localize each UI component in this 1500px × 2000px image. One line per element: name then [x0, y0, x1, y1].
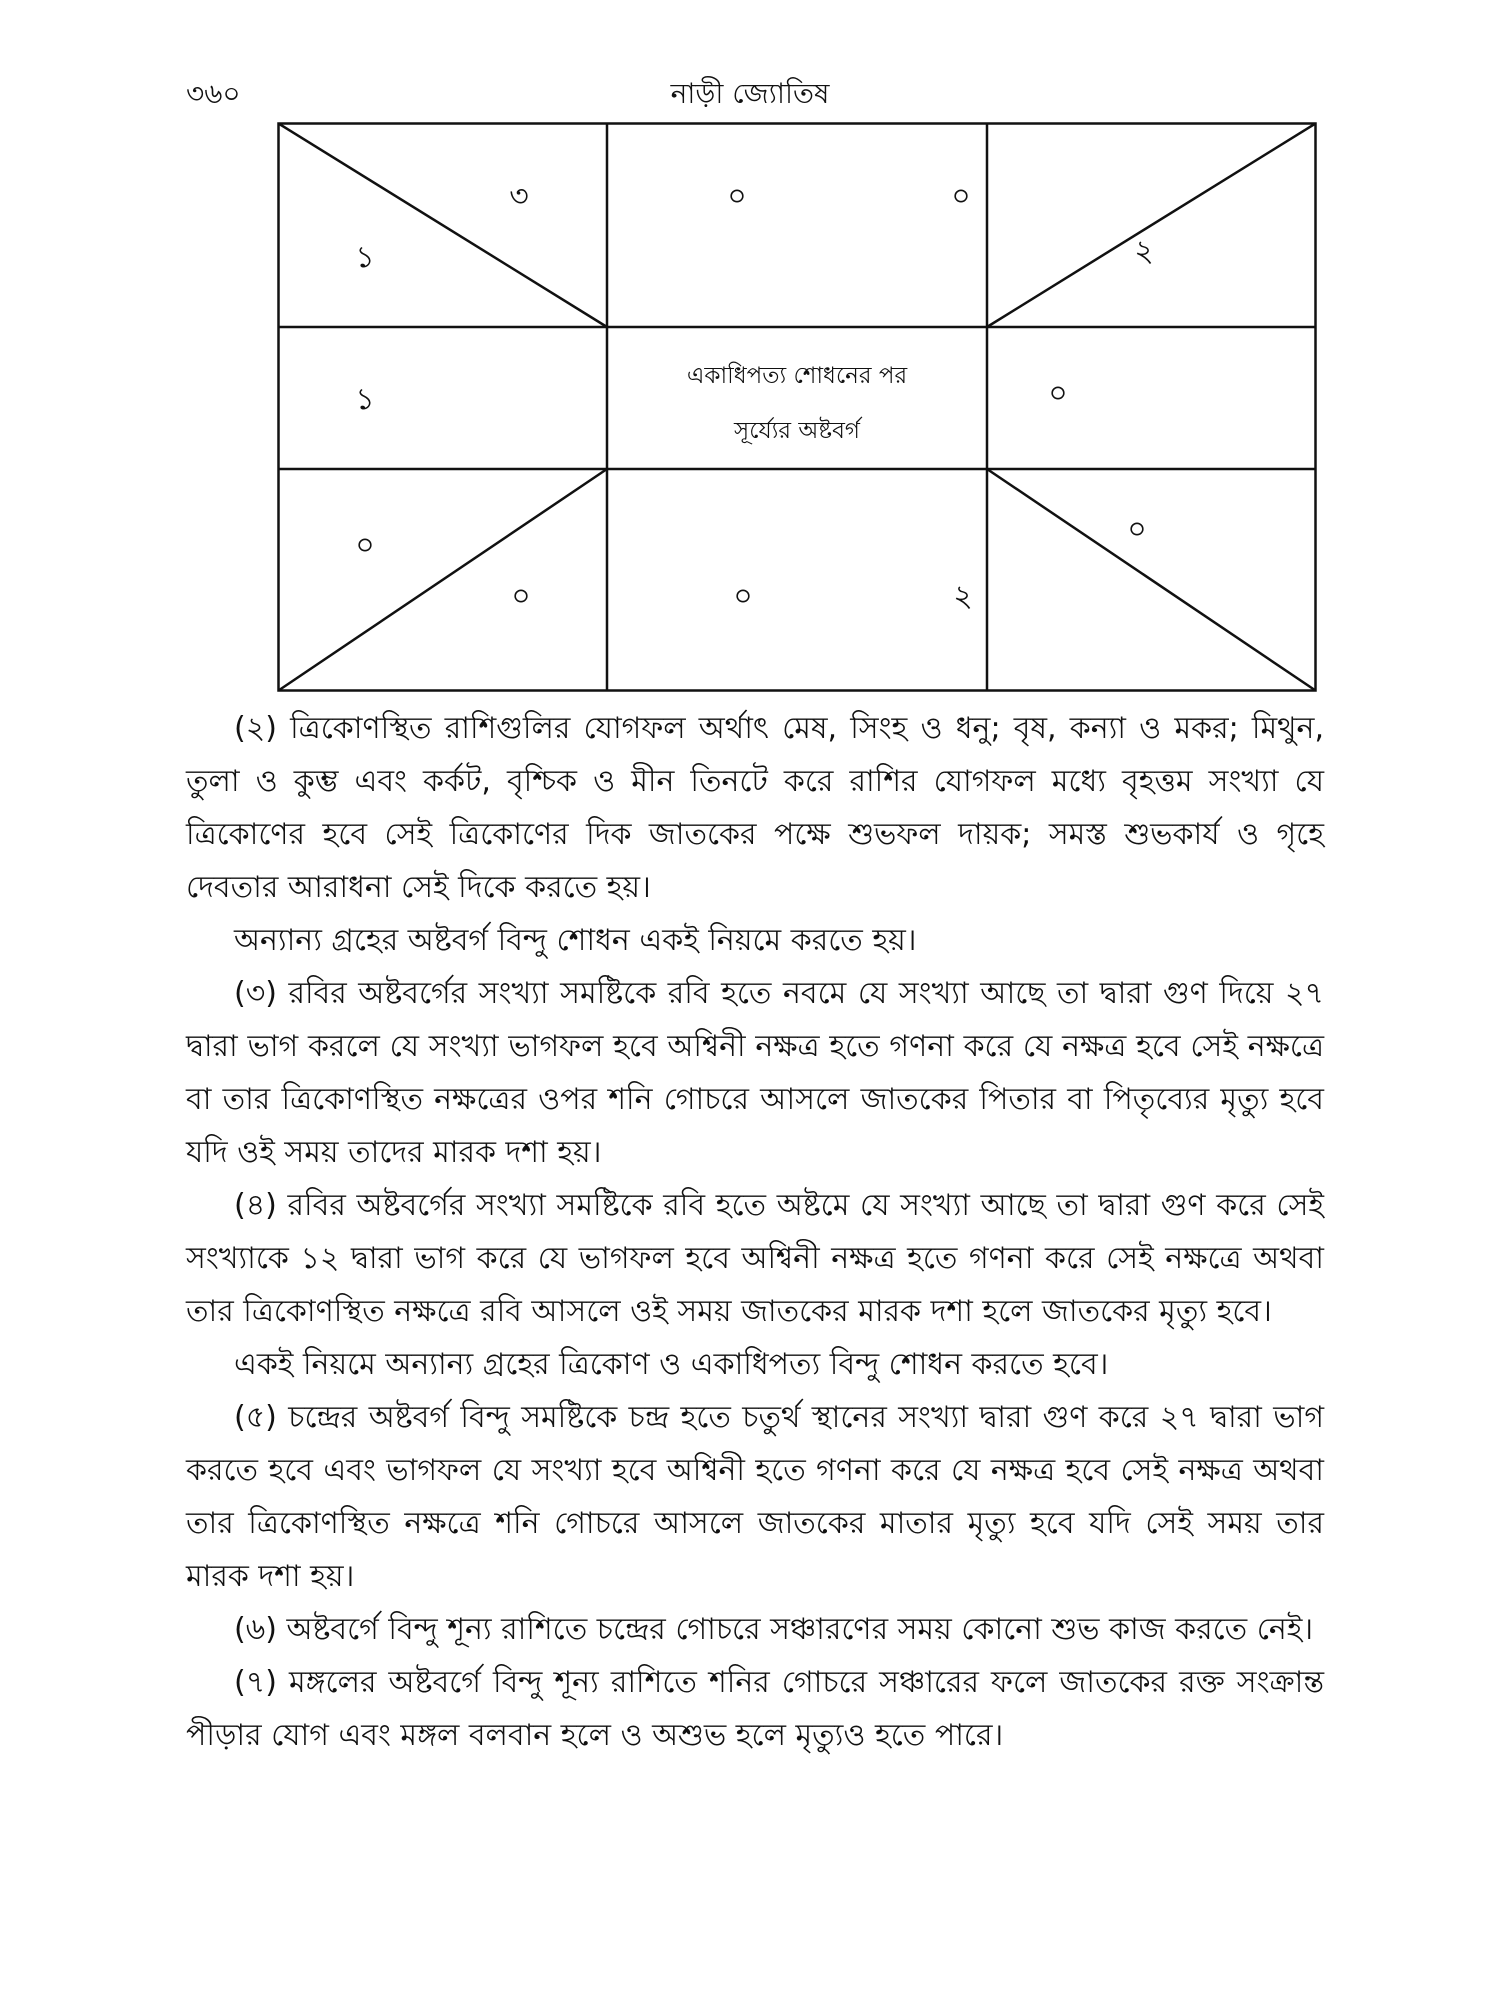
body-text: [186, 702, 1324, 1762]
paragraph-2: (২) ত্রিকোণস্থিত রাশিগুলির যোগফল অর্থাৎ মেষ, সিংহ ও ধনু; বৃষ, কন্যা ও মকর; মিথুন, তুলা ও কুম্ভ এবং কর্কট, বৃশ্চিক ও মীন তিনটে করে রাশির যোগফল মধ্যে বৃহত্তম সংখ্যা যে ত্রিকোণের হবে সেই ত্রিকোণের দিক জাতকের পক্ষে শুভফল দায়ক; সমস্ত শুভকার্য ও গৃহে দেবতার আরাধনা সেই দিকে করতে হয়।: [186, 711, 1324, 905]
cell-bottom-left-upper: ০: [355, 528, 375, 563]
diagonal-line: [279, 124, 608, 328]
cell-top-left-upper: ৩: [509, 179, 529, 214]
cell-bottom-right-upper: ০: [1127, 512, 1147, 547]
cell-middle-right: ০: [1048, 376, 1068, 411]
cell-bottom-left-lower: ০: [511, 579, 531, 614]
cell-middle-left: ১: [355, 382, 375, 417]
cell-top-right-upper: ০: [951, 179, 971, 214]
cell-top-right-lower: ২: [1134, 234, 1154, 269]
paragraph-5: (৫) চন্দ্রের অষ্টবর্গ বিন্দু সমষ্টিকে চন্দ্র হতে চতুর্থ স্থানের সংখ্যা দ্বারা গুণ করে ২৭ দ্বারা ভাগ করতে হবে এবং ভাগফল যে সংখ্যা হবে অশ্বিনী হতে গণনা করে যে নক্ষত্র হবে সেই নক্ষত্র অথবা তার ত্রিকোণস্থিত নক্ষত্রে শনি গোচরে আসলে জাতকের মাতার মৃত্যু হবে যদি সেই সময় তার মারক দশা হয়।: [186, 1400, 1324, 1594]
ashtakavarga-chart: [277, 122, 1317, 692]
diagonal-line: [987, 469, 1316, 691]
paragraph-4: (৪) রবির অষ্টবর্গের সংখ্যা সমষ্টিকে রবি হতে অষ্টমে যে সংখ্যা আছে তা দ্বারা গুণ করে সেই সংখ্যাকে ১২ দ্বারা ভাগ করে যে ভাগফল হবে অশ্বিনী নক্ষত্র হতে গণনা করে সেই নক্ষত্রে অথবা তার ত্রিকোণস্থিত নক্ষত্রে রবি আসলে ওই সময় জাতকের মারক দশা হলে জাতকের মৃত্যু হবে।: [186, 1188, 1324, 1329]
cell-bottom-middle: ০: [733, 579, 753, 614]
paragraph-note-2: একই নিয়মে অন্যান্য গ্রহের ত্রিকোণ ও একাধিপত্য বিন্দু শোধন করতে হবে।: [234, 1347, 1109, 1382]
chart-border: [279, 124, 1316, 691]
chart-grid: [277, 122, 1317, 692]
chart-center-line2: সূর্য্যের অষ্টবর্গ: [734, 418, 860, 444]
cell-bottom-right-lower: ২: [953, 579, 973, 614]
page-number: ৩৬০: [186, 77, 241, 110]
cell-top-left-lower: ১: [355, 240, 375, 275]
diagonal-line: [279, 469, 608, 691]
running-title: নাড়ী জ্যোতিষ: [670, 77, 830, 110]
cell-top-middle: ০: [727, 179, 747, 214]
chart-center-line1: একাধিপত্য শোধনের পর: [686, 363, 908, 389]
paragraph-note-1: অন্যান্য গ্রহের অষ্টবর্গ বিন্দু শোধন একই নিয়মে করতে হয়।: [234, 923, 917, 958]
diagonal-line: [987, 124, 1316, 328]
paragraph-6: (৬) অষ্টবর্গে বিন্দু শূন্য রাশিতে চন্দ্রের গোচরে সঞ্চারণের সময় কোনো শুভ কাজ করতে নেই।: [234, 1612, 1314, 1647]
paragraph-7: (৭) মঙ্গলের অষ্টবর্গে বিন্দু শূন্য রাশিতে শনির গোচরে সঞ্চারের ফলে জাতকের রক্ত সংক্রান্ত পীড়ার যোগ এবং মঙ্গল বলবান হলে ও অশুভ হলে মৃত্যুও হতে পারে।: [186, 1665, 1324, 1753]
paragraph-3: (৩) রবির অষ্টবর্গের সংখ্যা সমষ্টিকে রবি হতে নবমে যে সংখ্যা আছে তা দ্বারা গুণ দিয়ে ২৭ দ্বারা ভাগ করলে যে সংখ্যা ভাগফল হবে অশ্বিনী নক্ষত্র হতে গণনা করে যে নক্ষত্র হবে সেই নক্ষত্রে বা তার ত্রিকোণস্থিত নক্ষত্রের ওপর শনি গোচরে আসলে জাতকের পিতার বা পিতৃব্যের মৃত্যু হবে যদি ওই সময় তাদের মারক দশা হয়।: [186, 976, 1324, 1170]
